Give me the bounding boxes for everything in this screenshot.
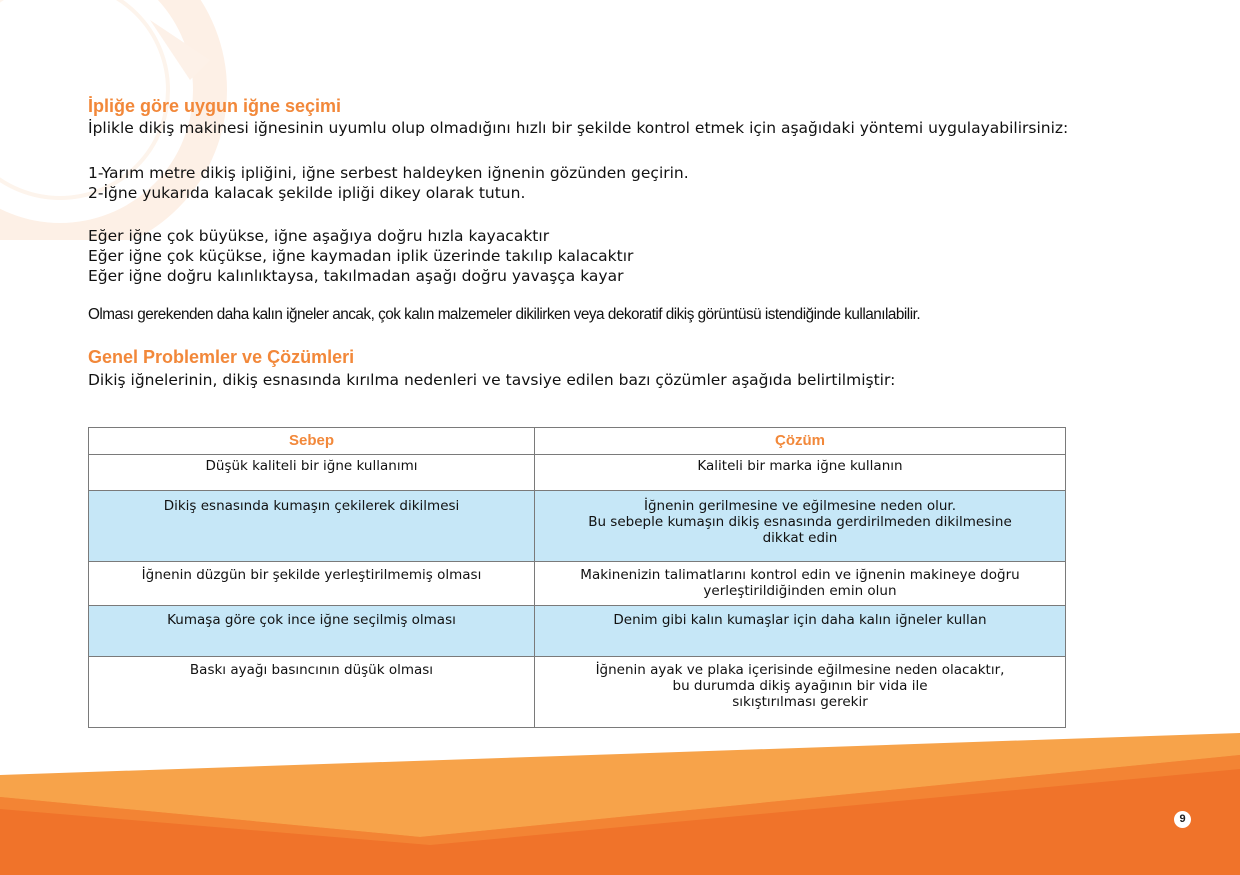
solution-cell xyxy=(535,606,1066,657)
section-title-problems: Genel Problemler ve Çözümleri xyxy=(88,347,355,367)
solution-line: İğnenin ayak ve plaka içerisinde eğilmesine neden olacaktır, xyxy=(595,662,1005,678)
solution-line: Makinenizin talimatlarını kontrol edin ve iğnenin makineye doğru xyxy=(580,567,1020,583)
column-header-solution: Çözüm xyxy=(535,428,1066,455)
table-row xyxy=(89,562,1066,606)
cause-cell: İğnenin düzgün bir şekilde yerleştirilmemiş olması xyxy=(89,562,535,606)
result-item: Eğer iğne çok küçükse, iğne kaymadan iplik üzerinde takılıp kalacaktır xyxy=(88,247,634,265)
solution-cell xyxy=(535,491,1066,562)
table-row xyxy=(89,455,1066,491)
solution-line: Denim gibi kalın kumaşlar için daha kalın iğneler kullan xyxy=(613,612,987,628)
step-item: 2-İğne yukarıda kalacak şekilde ipliği dikey olarak tutun. xyxy=(88,184,526,202)
footer-wave-decoration xyxy=(0,725,1240,875)
solution-line: İğnenin gerilmesine ve eğilmesine neden olur. xyxy=(644,498,956,514)
solution-line: sıkıştırılması gerekir xyxy=(732,694,868,710)
problems-table xyxy=(88,427,1066,728)
result-item: Eğer iğne doğru kalınlıktaysa, takılmadan aşağı doğru yavaşça kayar xyxy=(88,267,624,285)
solution-line: Kaliteli bir marka iğne kullanın xyxy=(697,458,903,474)
cause-cell: Düşük kaliteli bir iğne kullanımı xyxy=(89,455,535,491)
solution-line: dikkat edin xyxy=(762,530,838,546)
section-title-needle-selection: İpliğe göre uygun iğne seçimi xyxy=(88,96,342,116)
table-row xyxy=(89,657,1066,728)
steps-list xyxy=(88,163,689,203)
step-item: 1-Yarım metre dikiş ipliğini, iğne serbest haldeyken iğnenin gözünden geçirin. xyxy=(88,164,689,182)
solution-cell xyxy=(535,455,1066,491)
column-header-cause: Sebep xyxy=(89,428,535,455)
section-intro: İplikle dikiş makinesi iğnesinin uyumlu olup olmadığını hızlı bir şekilde kontrol etmek için aşağıdaki yöntemi uygulayabilirsiniz: xyxy=(88,119,1069,137)
solution-cell xyxy=(535,562,1066,606)
table-header-row xyxy=(89,428,1066,455)
table-row xyxy=(89,491,1066,562)
page-number-badge: 9 xyxy=(1174,811,1191,828)
table-row xyxy=(89,606,1066,657)
results-list xyxy=(88,226,633,286)
solution-line: yerleştirildiğinden emin olun xyxy=(703,583,897,599)
problems-intro: Dikiş iğnelerinin, dikiş esnasında kırılma nedenleri ve tavsiye edilen bazı çözümler aşağıda belirtilmiştir: xyxy=(88,371,896,389)
cause-cell: Kumaşa göre çok ince iğne seçilmiş olması xyxy=(89,606,535,657)
cause-cell: Baskı ayağı basıncının düşük olması xyxy=(89,657,535,728)
cause-cell: Dikiş esnasında kumaşın çekilerek dikilmesi xyxy=(89,491,535,562)
result-item: Eğer iğne çok büyükse, iğne aşağıya doğru hızla kayacaktır xyxy=(88,227,550,245)
thick-needle-note: Olması gerekenden daha kalın iğneler ancak, çok kalın malzemeler dikilirken veya dekoratif dikiş görüntüsü istendiğinde kullanılabilir. xyxy=(88,306,921,323)
solution-line: bu durumda dikiş ayağının bir vida ile xyxy=(672,678,928,694)
solution-cell xyxy=(535,657,1066,728)
solution-line: Bu sebeple kumaşın dikiş esnasında gerdirilmeden dikilmesine xyxy=(588,514,1012,530)
